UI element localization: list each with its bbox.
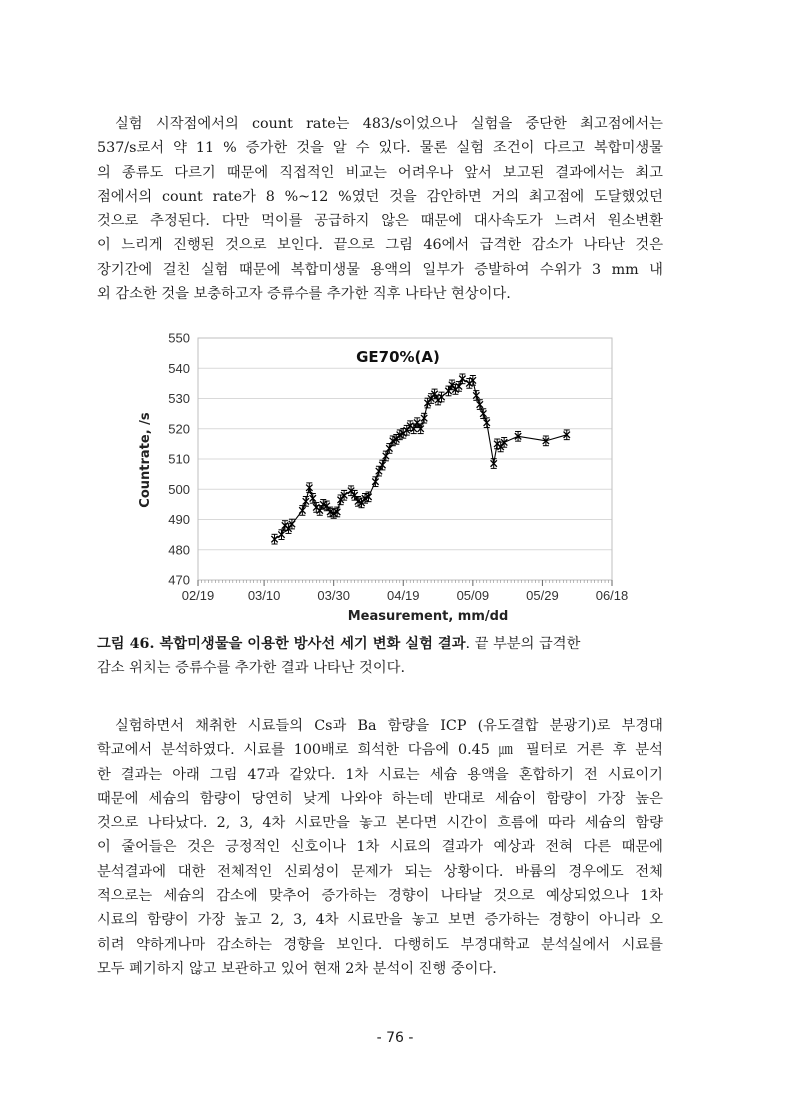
paragraph-line: 학교에서 분석하였다. 시료를 100배로 희석한 다음에 0.45 ㎛ 필터로 거른 후 분석 bbox=[97, 742, 663, 759]
caption-text: 감소 위치는 증류수를 추가한 결과 나타난 것이다. bbox=[97, 660, 406, 677]
paragraph-line: 장기간에 걸친 실험 때문에 복합미생물 용액의 일부가 증발하여 수위가 3 mm 내 bbox=[97, 261, 663, 278]
paragraph-line: 적으로는 세슘의 감소에 맞추어 증가하는 경향이 나타날 것으로 예상되었으나 1차 bbox=[97, 888, 663, 905]
x-tick-label: 06/18 bbox=[595, 588, 629, 603]
y-tick-label: 490 bbox=[168, 512, 190, 527]
data-point bbox=[564, 430, 570, 440]
caption-label: 그림 46. 복합미생물을 이용한 방사선 세기 변화 실험 결과 bbox=[97, 636, 466, 652]
chart-title: GE70%(A) bbox=[356, 348, 440, 366]
data-point bbox=[491, 459, 497, 469]
paragraph-line: 실험 시작점에서의 count rate는 483/s이었으나 실험을 중단한 최고점에서는 bbox=[115, 116, 663, 132]
y-tick-label: 470 bbox=[168, 572, 190, 588]
paragraph-count-rate bbox=[97, 112, 663, 306]
y-tick-label: 550 bbox=[168, 330, 190, 346]
y-tick-label: 530 bbox=[168, 391, 190, 406]
paragraph-line: 것으로 나타났다. 2, 3, 4차 시료만을 놓고 본다면 시간이 흐름에 따라 세슘의 함량 bbox=[97, 815, 663, 832]
paragraph-icp-analysis bbox=[97, 714, 663, 981]
x-tick-label: 03/30 bbox=[317, 588, 350, 603]
data-point bbox=[303, 497, 309, 507]
paragraph-line: 분석결과에 대한 전체적인 신뢰성이 문제가 되는 상황이다. 바륨의 경우에도 전체 bbox=[97, 863, 663, 880]
paragraph-line: 때문에 세슘의 함량이 당연히 낮게 나와야 하는데 반대로 세슘이 함량이 가장 높은 bbox=[97, 790, 663, 807]
x-tick-label: 04/19 bbox=[386, 588, 420, 603]
paragraph-line: 537/s로서 약 11 % 증가한 것을 알 수 있다. 물론 실험 조건이 다르고 복합미생물 bbox=[97, 140, 663, 157]
data-point bbox=[372, 477, 378, 487]
x-tick-label: 05/29 bbox=[526, 588, 559, 603]
y-tick-label: 520 bbox=[168, 421, 190, 437]
data-point bbox=[386, 444, 392, 454]
paragraph-line: 외 감소한 것을 보충하고자 증류수를 추가한 직후 나타난 현상이다. bbox=[97, 286, 511, 303]
y-tick-label: 510 bbox=[168, 451, 190, 467]
data-point bbox=[480, 409, 486, 419]
paragraph-line: 이 느리게 진행된 것으로 보인다. 끝으로 그림 46에서 급격한 감소가 나타난 것은 bbox=[97, 237, 663, 254]
paragraph-line: 것으로 추정된다. 다만 먹이를 공급하지 않은 때문에 대사속도가 느려서 원소변환 bbox=[97, 213, 663, 230]
x-tick-label: 05/09 bbox=[456, 588, 490, 603]
paragraph-line: 시료의 함량이 가장 높고 2, 3, 4차 시료만을 놓고 보면 증가하는 경향이 아니라 오 bbox=[97, 912, 663, 929]
x-axis-title: Measurement, mm/dd bbox=[347, 609, 509, 624]
x-tick-label: 02/19 bbox=[181, 588, 215, 603]
chart-svg bbox=[130, 326, 650, 626]
x-tick-label: 03/10 bbox=[247, 588, 281, 603]
data-point bbox=[459, 374, 465, 384]
data-point bbox=[278, 530, 284, 540]
data-point bbox=[271, 534, 277, 544]
y-axis-title: Countrate, /s bbox=[138, 412, 153, 508]
data-point bbox=[477, 400, 483, 410]
data-point bbox=[310, 493, 316, 503]
paragraph-line: 의 종류도 다르기 때문에 직접적인 비교는 어려우나 앞서 보고된 결과에서는 최고 bbox=[97, 164, 663, 181]
y-tick-label: 500 bbox=[168, 481, 190, 497]
page-number: - 76 - bbox=[376, 1030, 414, 1046]
paragraph-line: 모두 폐기하지 않고 보관하고 있어 현재 2차 분석이 진행 중이다. bbox=[97, 960, 497, 977]
data-point bbox=[484, 418, 490, 428]
y-tick-label: 480 bbox=[168, 542, 190, 558]
paragraph-line: 히려 약하게나마 감소하는 경향을 보인다. 다행히도 부경대학교 분석실에서 시료를 bbox=[97, 936, 663, 953]
paragraph-line: 점에서의 count rate가 8 %~12 %였던 것을 감안하면 거의 최고점에 도달했었던 bbox=[97, 188, 663, 205]
paragraph-line: 이 줄어들은 것은 긍정적인 신호이나 1차 시료의 결과가 예상과 전혀 다른 때문에 bbox=[97, 839, 663, 856]
data-point bbox=[306, 483, 312, 493]
paragraph-line: 실험하면서 채취한 시료들의 Cs과 Ba 함량을 ICP (유도결합 분광기)로 부경대 bbox=[115, 718, 663, 734]
countrate-chart bbox=[130, 326, 650, 626]
y-tick-label: 540 bbox=[168, 360, 190, 376]
caption-text: . 끝 부분의 급격한 bbox=[465, 636, 581, 652]
data-point bbox=[421, 413, 427, 423]
paragraph-line: 한 결과는 아래 그림 47과 같았다. 1차 시료는 세슘 용액을 혼합하기 전 시료이기 bbox=[97, 766, 663, 783]
figure-caption bbox=[97, 632, 663, 681]
